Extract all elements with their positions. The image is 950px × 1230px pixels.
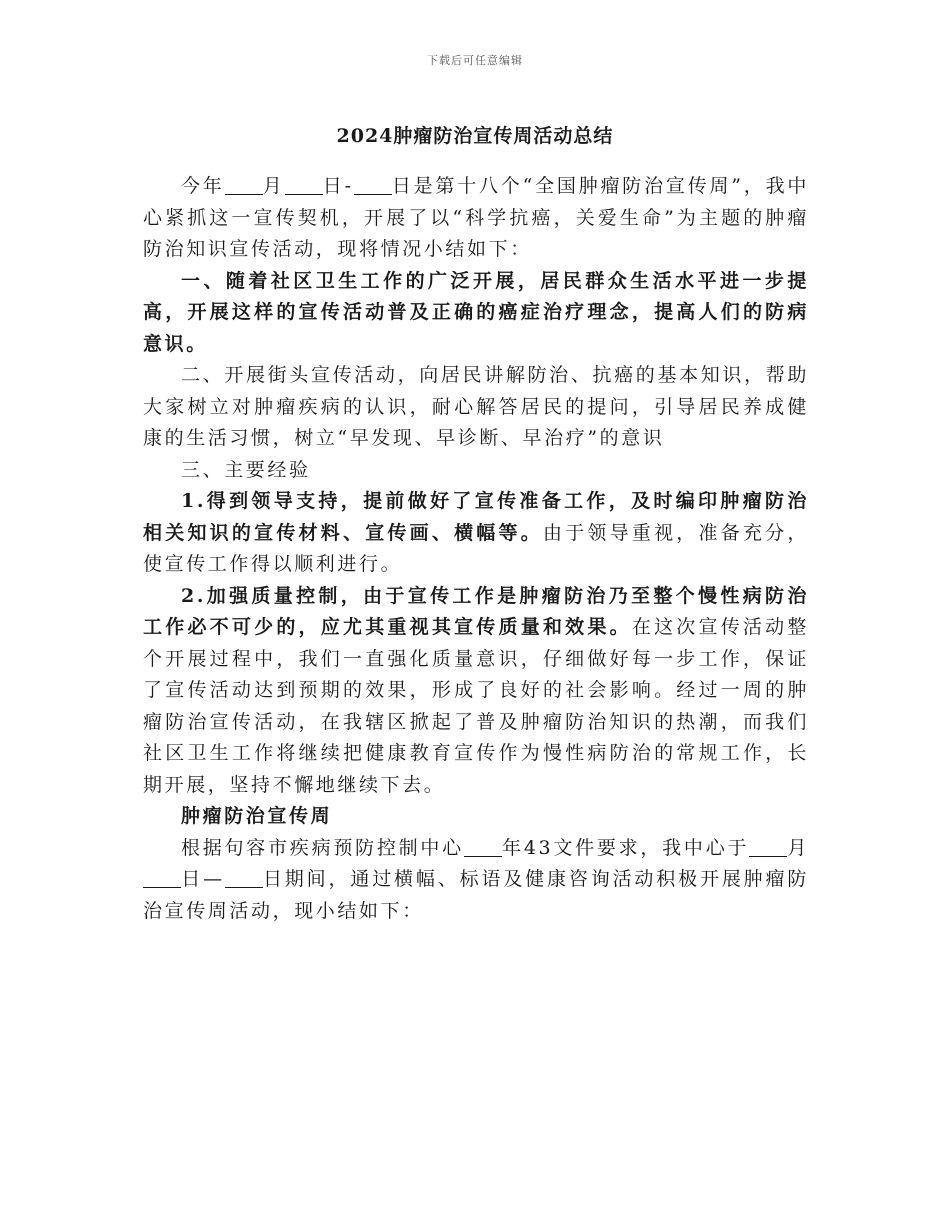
paragraph-experience-1	[143, 486, 809, 581]
blank-month-2	[749, 837, 787, 857]
experience-1-normal: 由于领导重视，准备充分，使宣传工作得以顺利进行。	[143, 521, 809, 575]
intro-text-a: 今年	[181, 175, 225, 197]
heading-main-experience: 三、主要经验	[181, 458, 311, 481]
intro-text-c: 日-	[322, 175, 354, 197]
paragraph-experience-2	[143, 581, 809, 802]
blank-day-4	[225, 868, 263, 888]
week-text-e: 日期间，通过横幅、标语及健康咨询活动积极开展肿瘤防治宣传周活动，现小结如下：	[143, 868, 809, 922]
document-body	[143, 171, 809, 927]
week-text-c: 月	[787, 836, 809, 859]
paragraph-intro	[143, 171, 809, 266]
week-text-b: 年43文件要求，我中心于	[501, 836, 750, 859]
paragraph-section-2: 二、开展街头宣传活动，向居民讲解防治、抗癌的基本知识，帮助大家树立对肿瘤疾病的认识，耐心解答居民的提问，引导居民养成健康的生活习惯，树立“早发现、早诊断、早治疗”的意识	[143, 364, 809, 449]
experience-1-bold: 1.得到领导支持，提前做好了宣传准备工作，及时编印肿瘤防治相关知识的宣传材料、宣传画、横幅等。	[143, 490, 809, 544]
week-text-d: 日—	[181, 868, 225, 890]
intro-text-d: 日是第十八个“全国肿瘤防治宣传周”，我中心紧抓这一宣传契机，开展了以“科学抗癌，关爱生命”为主题的肿瘤防治知识宣传活动，现将情况小结如下：	[143, 175, 809, 260]
paragraph-tumor-week	[143, 833, 809, 928]
blank-day-2	[354, 175, 392, 195]
week-text-a: 根据句容市疾病预防控制中心	[181, 836, 464, 859]
experience-2-normal: 在这次宣传活动整个开展过程中，我们一直强化质量意识，仔细做好每一步工作，保证了宣传活动达到预期的效果，形成了良好的社会影响。经过一周的肿瘤防治宣传活动，在我辖区掀起了普及肿瘤防治知识的热潮，而我们社区卫生工作将继续把健康教育宣传作为慢性病防治的常规工作，长期开展，坚持不懈地继续下去。	[143, 616, 810, 796]
blank-day-1	[285, 175, 323, 195]
paragraph-section-1: 一、随着社区卫生工作的广泛开展，居民群众生活水平进一步提高，开展这样的宣传活动普及正确的癌症治疗理念，提高人们的防病意识。	[143, 269, 809, 355]
blank-month-1	[225, 175, 263, 195]
blank-year	[464, 837, 502, 857]
heading-tumor-week: 肿瘤防治宣传周	[181, 805, 333, 827]
blank-day-3	[143, 868, 181, 888]
intro-text-b: 月	[262, 175, 285, 197]
header-note: 下载后可任意编辑	[427, 54, 523, 67]
document-title: 2024肿瘤防治宣传周活动总结	[336, 125, 614, 147]
experience-2-bold: 2.加强质量控制，由于宣传工作是肿瘤防治乃至整个慢性病防治工作必不可少的，应尤其重视其宣传质量和效果。	[143, 584, 809, 638]
